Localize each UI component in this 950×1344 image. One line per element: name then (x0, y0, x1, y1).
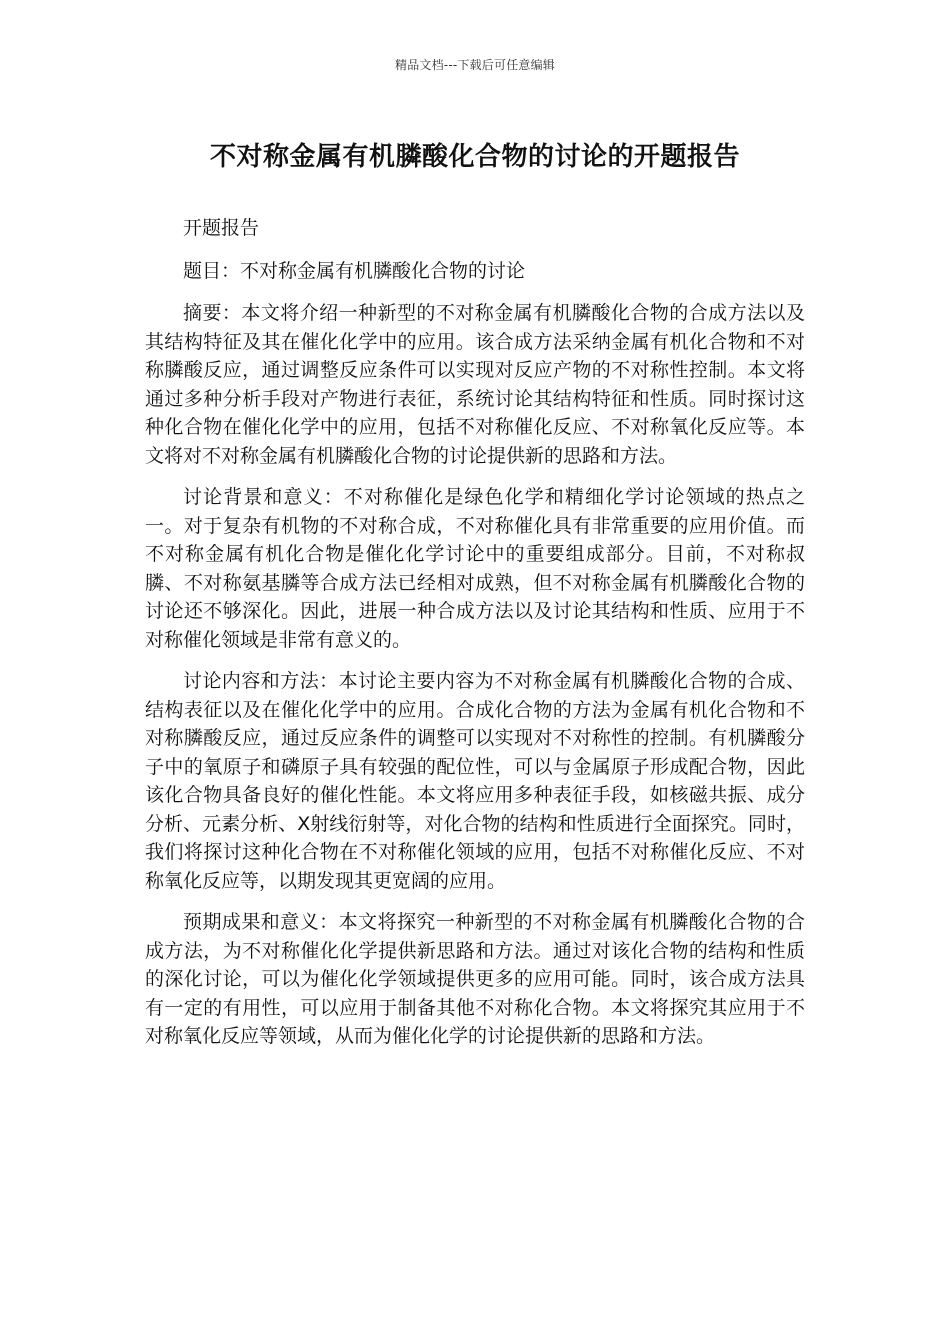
document-body (145, 214, 805, 1064)
header-note: 精品文档---下载后可任意编辑 (395, 58, 555, 72)
abstract-paragraph: 摘要：本文将介绍一种新型的不对称金属有机膦酸化合物的合成方法以及其结构特征及其在催化化学中的应用。该合成方法采纳金属有机化合物和不对称膦酸反应，通过调整反应条件可以实现对反应产物的不对称性控制。本文将通过多种分析手段对产物进行表征，系统讨论其结构特征和性质。同时探讨这种化合物在催化化学中的应用，包括不对称催化反应、不对称氧化反应等。本文将对不对称金属有机膦酸化合物的讨论提供新的思路和方法。 (145, 302, 805, 467)
document-title: 不对称金属有机膦酸化合物的讨论的开题报告 (209, 142, 740, 172)
topic-line: 题目：不对称金属有机膦酸化合物的讨论 (183, 259, 526, 282)
background-paragraph: 讨论背景和意义：不对称催化是绿色化学和精细化学讨论领域的热点之一。对于复杂有机物的不对称合成，不对称催化具有非常重要的应用价值。而不对称金属有机化合物是催化化学讨论中的重要组成部分。目前，不对称叔膦、不对称氨基膦等合成方法已经相对成熟，但不对称金属有机膦酸化合物的讨论还不够深化。因此，进展一种合成方法以及讨论其结构和性质、应用于不对称催化领域是非常有意义的。 (145, 486, 805, 651)
methods-paragraph: 讨论内容和方法：本讨论主要内容为不对称金属有机膦酸化合物的合成、结构表征以及在催化化学中的应用。合成化合物的方法为金属有机化合物和不对称膦酸反应，通过反应条件的调整可以实现对不对称性的控制。有机膦酸分子中的氧原子和磷原子具有较强的配位性，可以与金属原子形成配合物，因此该化合物具备良好的催化性能。本文将应用多种表征手段，如核磁共振、成分分析、元素分析、X射线衍射等，对化合物的结构和性质进行全面探究。同时，我们将探讨这种化合物在不对称催化领域的应用，包括不对称催化反应、不对称氧化反应等，以期发现其更宽阔的应用。 (145, 670, 805, 892)
section-label: 开题报告 (183, 217, 260, 239)
outcomes-paragraph: 预期成果和意义：本文将探究一种新型的不对称金属有机膦酸化合物的合成方法，为不对称催化化学提供新思路和方法。通过对该化合物的结构和性质的深化讨论，可以为催化化学领域提供更多的应用可能。同时，该合成方法具有一定的有用性，可以应用于制备其他不对称化合物。本文将探究其应用于不对称氧化反应等领域，从而为催化化学的讨论提供新的思路和方法。 (145, 911, 805, 1047)
